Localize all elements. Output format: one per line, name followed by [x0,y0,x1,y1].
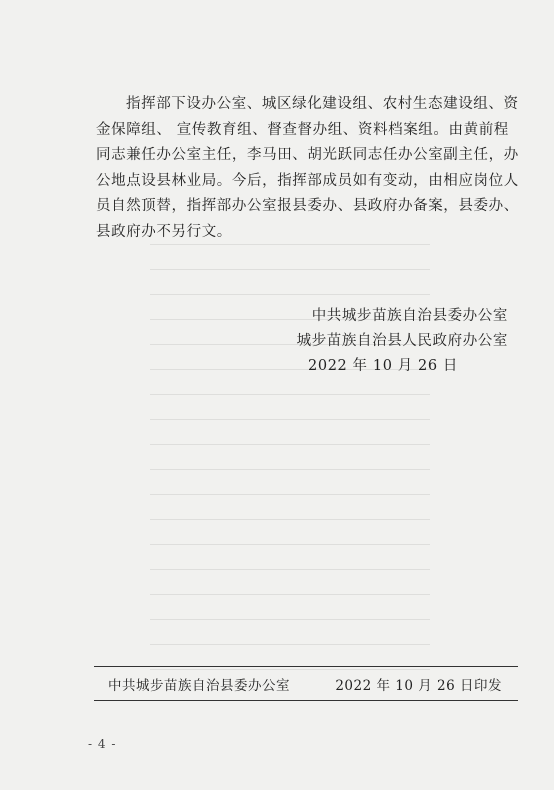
footer-rule-top [94,666,518,667]
issuer-org-2: 城步苗族自治县人民政府办公室 [296,333,508,349]
issue-date: 2022 年 10 月 26 日 [308,358,458,374]
issuer-org-1: 中共城步苗族自治县委办公室 [311,308,508,324]
body-line: 指挥部下设办公室、城区绿化建设组、农村生态建设组、资 [126,96,519,112]
footer-print-date: 2022 年 10 月 26 日印发 [335,678,502,694]
body-paragraph [96,92,519,245]
body-line: 金保障组、 宣传教育组、督查督办组、资料档案组。由黄前程 [96,121,509,138]
footer-rule-bottom [94,700,518,701]
body-line: 同志兼任办公室主任，李马田、胡光跃同志任办公室副主任，办 [96,147,519,163]
body-line: 县政府办不另行文。 [96,223,232,240]
show-through-bleed [150,230,430,690]
footer-issuer: 中共城步苗族自治县委办公室 [108,678,290,694]
signature-block [297,304,508,379]
body-line: 员自然顶替，指挥部办公室报县委办、县政府办备案，县委办、 [96,198,519,214]
body-line: 公地点设县林业局。今后，指挥部成员如有变动，由相应岗位人 [96,172,519,189]
page-number: - 4 - [88,737,117,751]
